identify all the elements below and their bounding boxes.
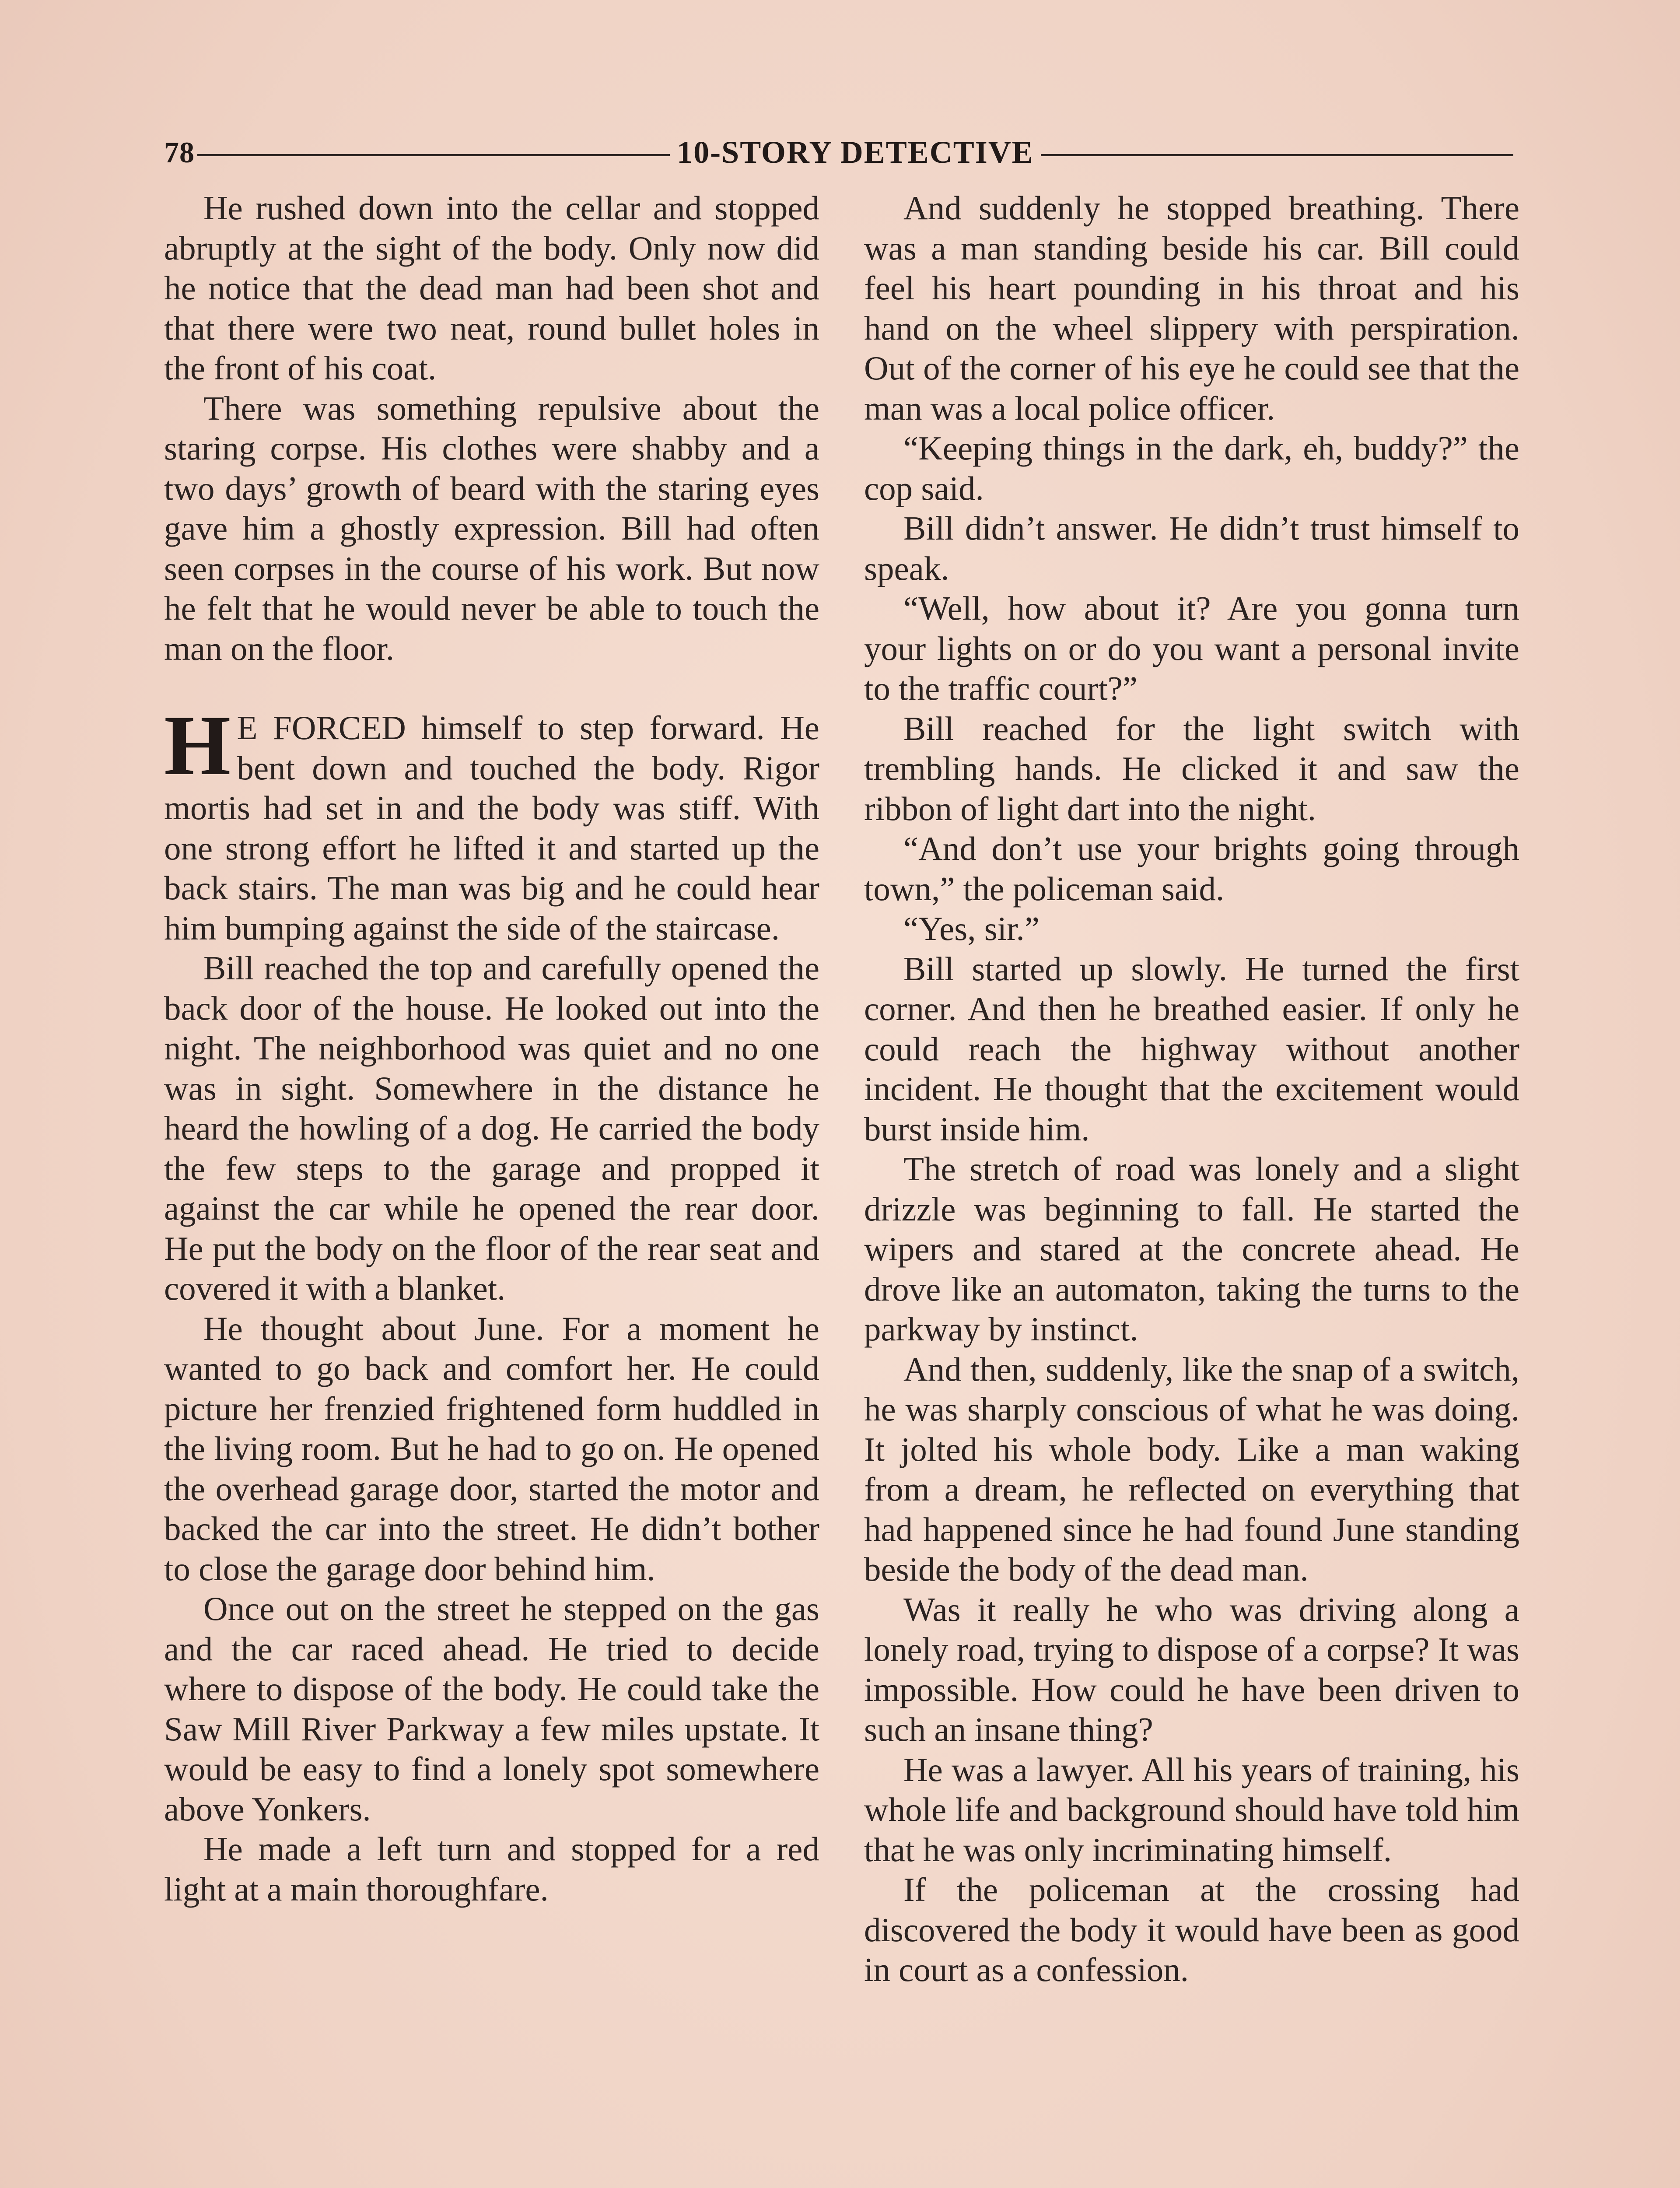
- paragraph: Bill started up slowly. He turned the first corner. And then he breathed easier. If only he could reach the highway without another incident. He thought that the excitement would burst inside him.: [864, 950, 1519, 1148]
- page-number: 78: [164, 135, 195, 169]
- paragraph: If the policeman at the crossing had discovered the body it would have been as good in court as a confession.: [864, 1871, 1519, 1988]
- paragraph: He thought about June. For a moment he wanted to go back and comfort her. He could picture her frenzied frightened form huddled in the living room. But he had to go on. He opened the overhead garage door, started the motor and backed the car into the street. He didn’t bother to close the garage door behind him.: [164, 1309, 819, 1588]
- page-header: [164, 131, 1516, 173]
- paragraph: Was it really he who was driving along a lonely road, trying to dispose of a corpse? It was impossible. How could he have been driven to such an insane thing?: [864, 1590, 1519, 1748]
- dropcap-paragraph-text: E FORCED himself to step forward. He bent down and touched the body. Rigor mortis had set in and the body was stiff. With one strong effort he lifted it and started up the back stairs. The man was big and he could hear him bumping against the side of the staircase.: [164, 709, 819, 947]
- paragraph: “Yes, sir.”: [903, 910, 1040, 947]
- paragraph: Once out on the street he stepped on the gas and the car raced ahead. He tried to decide where to dispose of the body. He could take the Saw Mill River Parkway a few miles upstate. It would be easy to find a lonely spot somewhere above Yonkers.: [164, 1590, 819, 1828]
- paragraph: Bill didn’t answer. He didn’t trust himself to speak.: [864, 509, 1519, 587]
- right-column: [864, 188, 1519, 1990]
- paragraph: “Keeping things in the dark, eh, buddy?” the cop said.: [864, 429, 1519, 507]
- left-column: [164, 188, 819, 1909]
- paragraph: There was something repulsive about the staring corpse. His clothes were shabby and a two days’ growth of beard with the staring eyes gave him a ghostly expression. Bill had often seen corpses in the course of his work. But now he felt that he would never be able to touch the man on the floor.: [164, 389, 819, 667]
- drop-cap: H: [164, 698, 231, 793]
- header-rule-right: [1041, 154, 1513, 156]
- paragraph: He made a left turn and stopped for a red light at a main thoroughfare.: [164, 1830, 819, 1908]
- header-rule-left: [197, 154, 670, 156]
- section-break: [164, 669, 819, 708]
- paragraph: Bill reached for the light switch with trembling hands. He clicked it and saw the ribbon of light dart into the night.: [864, 709, 1519, 828]
- paragraph: And suddenly he stopped breathing. There was a man standing beside his car. Bill could feel his heart pounding in his throat and his hand on the wheel slippery with perspiration. Out of the corner of his eye he could see that the man was a local police officer.: [864, 189, 1519, 427]
- paragraph: “Well, how about it? Are you gonna turn your lights on or do you want a personal invite to the traffic court?”: [864, 589, 1519, 707]
- paragraph: And then, suddenly, like the snap of a switch, he was sharply conscious of what he was doing. It jolted his whole body. Like a man waking from a dream, he reflected on everything that had happened since he had found June standing beside the body of the dead man.: [864, 1350, 1519, 1588]
- paragraph: Bill reached the top and carefully opened the back door of the house. He looked out into the night. The neighborhood was quiet and no one was in sight. Somewhere in the distance he heard the howling of a dog. He carried the body the few steps to the garage and propped it against the car while he opened the rear door. He put the body on the floor of the rear seat and covered it with a blanket.: [164, 949, 819, 1307]
- dropcap-paragraph: [164, 698, 819, 948]
- paragraph: “And don’t use your brights going through town,” the policeman said.: [864, 830, 1519, 908]
- paragraph: He rushed down into the cellar and stopped abruptly at the sight of the body. Only now did he notice that the dead man had been shot and that there were two neat, round bullet holes in the front of his coat.: [164, 189, 819, 387]
- paragraph: He was a lawyer. All his years of training, his whole life and background should have told him that he was only incriminating himself.: [864, 1750, 1519, 1869]
- paragraph: The stretch of road was lonely and a slight drizzle was beginning to fall. He started the wipers and stared at the concrete ahead. He drove like an automaton, taking the turns to the parkway by instinct.: [864, 1150, 1519, 1348]
- magazine-title: 10-STORY DETECTIVE: [677, 134, 1034, 170]
